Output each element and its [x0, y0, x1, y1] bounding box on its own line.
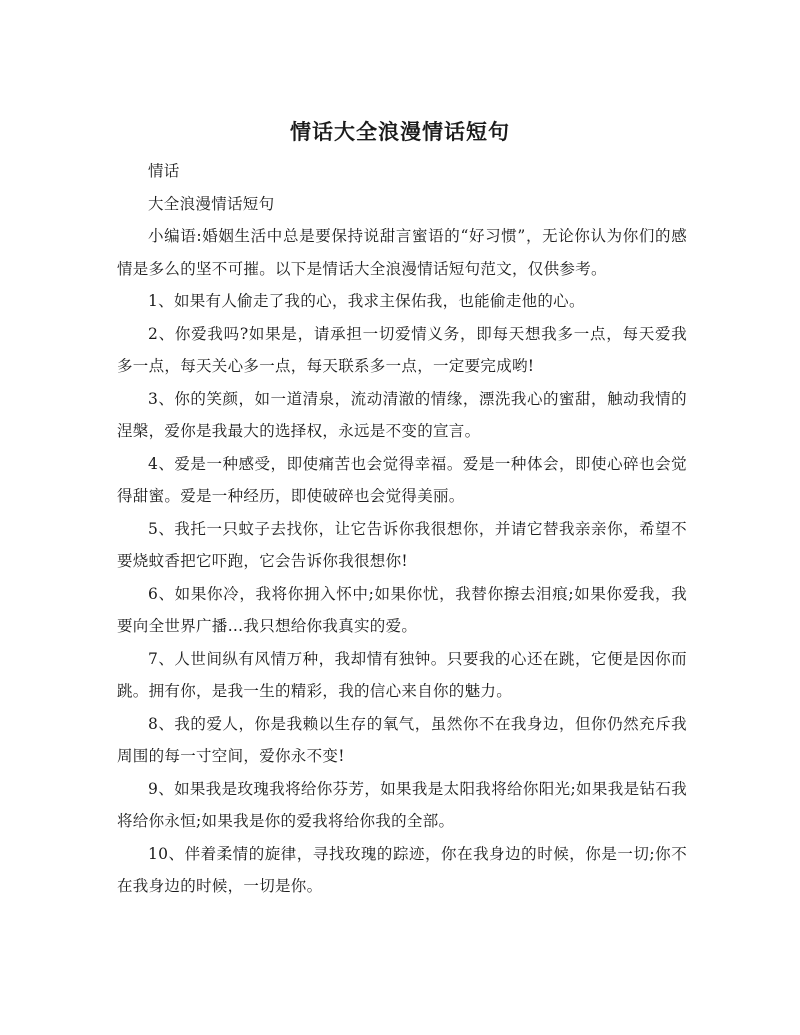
paragraph-category: 情话: [148, 162, 180, 180]
paragraph-item-10: 10、伴着柔情的旋律，寻找玫瑰的踪迹，你在我身边的时候，你是一切;你不在我身边的时候，一切是你。: [117, 844, 687, 895]
paragraph-subtitle: 大全浪漫情话短句: [148, 194, 275, 213]
paragraph-item-7: 7、人世间纵有风情万种，我却情有独钟。只要我的心还在跳，它便是因你而跳。拥有你，是我一生的精彩，我的信心来自你的魅力。: [117, 649, 687, 700]
paragraph-item-8: 8、我的爱人，你是我赖以生存的氧气，虽然你不在我身边，但你仍然充斥我周围的每一寸空间，爱你永不变!: [117, 714, 687, 765]
paragraph-item-2: 2、你爱我吗?如果是，请承担一切爱情义务，即每天想我多一点，每天爱我多一点，每天关心多一点，每天联系多一点，一定要完成哟!: [117, 324, 687, 375]
paragraph-item-6: 6、如果你冷，我将你拥入怀中;如果你忧，我替你擦去泪痕;如果你爱我，我要向全世界广播…我只想给你我真实的爱。: [117, 584, 687, 635]
paragraph-intro: 小编语:婚姻生活中总是要保持说甜言蜜语的“好习惯”，无论你认为你们的感情是多么的坚不可摧。以下是情话大全浪漫情话短句范文，仅供参考。: [117, 227, 687, 278]
paragraph-item-5: 5、我托一只蚊子去找你，让它告诉你我很想你，并请它替我亲亲你，希望不要烧蚊香把它吓跑，它会告诉你我很想你!: [117, 519, 687, 570]
paragraph-item-4: 4、爱是一种感受，即使痛苦也会觉得幸福。爱是一种体会，即使心碎也会觉得甜蜜。爱是一种经历，即使破碎也会觉得美丽。: [117, 454, 687, 505]
document-title: 情话大全浪漫情话短句: [290, 119, 510, 144]
paragraph-item-9: 9、如果我是玫瑰我将给你芬芳，如果我是太阳我将给你阳光;如果我是钻石我将给你永恒;如果我是你的爱我将给你我的全部。: [117, 779, 687, 830]
paragraph-item-3: 3、你的笑颜，如一道清泉，流动清澈的情缘，漂洗我心的蜜甜，触动我情的涅槃，爱你是我最大的选择权，永远是不变的宣言。: [117, 389, 687, 440]
paragraph-item-1: 1、如果有人偷走了我的心，我求主保佑我，也能偷走他的心。: [148, 292, 585, 310]
document-body: [117, 155, 687, 903]
